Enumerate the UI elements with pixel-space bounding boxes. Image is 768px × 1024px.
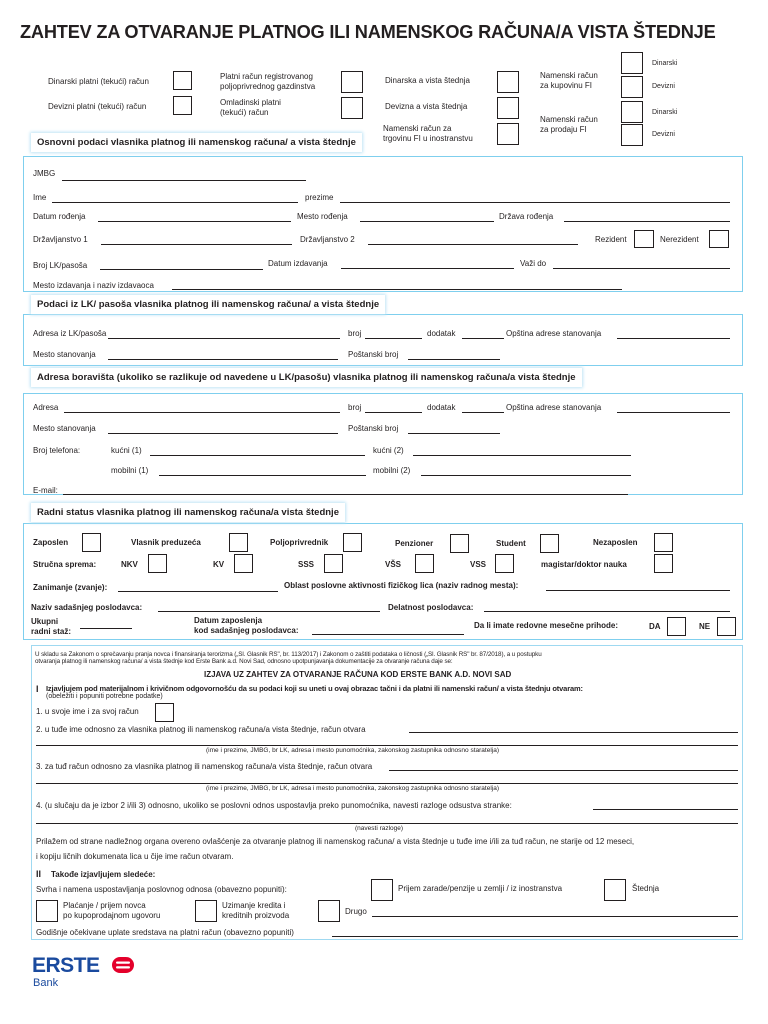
razlozi-field[interactable] [593, 809, 738, 810]
zanimanje-field[interactable] [118, 591, 278, 592]
label-opstina-lk: Opština adrese stanovanja [506, 329, 602, 338]
label-nkv: NKV [121, 560, 138, 569]
checkbox-magistar[interactable] [654, 554, 673, 573]
checkbox-poljoprivrednik[interactable] [343, 533, 362, 552]
label-mesto-stanovanja-lk: Mesto stanovanja [33, 350, 96, 359]
drugo-field[interactable] [372, 916, 738, 917]
section-header-podaci-lk: Podaci iz LK/ pasoša vlasnika platnog ili namenskog računa/ a vista štednje [31, 295, 385, 314]
label-opstina-adr: Opština adrese stanovanja [506, 403, 602, 412]
option-namenski-trgovinu: Namenski račun za [383, 124, 452, 133]
label-kupovina-dinarski: Dinarski [652, 60, 678, 67]
vazi-do-field[interactable] [553, 268, 730, 269]
izjava-heading: IZJAVA UZ ZAHTEV ZA OTVARANJE RAČUNA KOD ERSTE BANK A.D. NOVI SAD [204, 670, 512, 679]
label-vlasnik: Vlasnik preduzeća [131, 538, 201, 547]
naziv-poslodavca-field[interactable] [158, 611, 380, 612]
datum-rodjenja-field[interactable] [98, 221, 291, 222]
postanski-field-adr[interactable] [408, 433, 500, 434]
roman-ii: II [36, 869, 42, 879]
drzavljanstvo2-field[interactable] [368, 244, 578, 245]
checkbox-placanje[interactable] [36, 900, 58, 922]
label-mesto-izdavanja: Mesto izdavanja i naziv izdavaoca [33, 281, 154, 290]
checkbox-platni-registrovanog[interactable] [341, 71, 363, 93]
checkbox-vss-lower[interactable] [415, 554, 434, 573]
mobilni2-field[interactable] [421, 475, 631, 476]
section-adresa-boravista [23, 393, 743, 495]
label-placanje: Plaćanje / prijem novca [63, 901, 146, 910]
label-stednja: Štednja [632, 884, 660, 893]
option-omladinski: Omladinski platni [220, 98, 281, 107]
label-oblast: Oblast poslovne aktivnosti fizičkog lica (naziv radnog mesta): [284, 581, 519, 590]
checkbox-dinarski-platni[interactable] [173, 71, 192, 90]
label-datum-zaposlenja-2: kod sadašnjeg poslodavca: [194, 626, 299, 635]
prilazem-text-1: Prilažem od strane nadležnog organa overeno ovlašćenje za otvaranje platnog ili namenskog računa/ a vista štednje u tuđe ime i/ili za tuđ račun, ne starije od 12 meseci, [36, 837, 635, 846]
kucni2-field[interactable] [413, 455, 631, 456]
option-razlozi: 4. (u slučaju da je izbor 2 i/ili 3) odnosno, ukoliko se poslovni odnos uspostavlja preko punomoćnika, navesti razloge odsustva stranke: [36, 801, 512, 810]
label-poljoprivrednik: Poljoprivrednik [270, 538, 329, 547]
section-osnovni-podaci [23, 156, 743, 292]
checkbox-kupovina-dinarski[interactable] [621, 52, 643, 74]
takodje-text: Takođe izjavljujem sledeće: [51, 870, 156, 879]
option-svoje-ime: 1. u svoje ime i za svoj račun [36, 707, 139, 716]
label-rezident: Rezident [595, 235, 627, 244]
label-drzava-rodjenja: Država rođenja [499, 212, 554, 221]
label-prodaja-dinarski: Dinarski [652, 109, 678, 116]
checkbox-nkv[interactable] [148, 554, 167, 573]
checkbox-prodaja-dinarski[interactable] [621, 101, 643, 123]
checkbox-omladinski[interactable] [341, 97, 363, 119]
label-mesto-rodjenja: Mesto rođenja [297, 212, 348, 221]
label-broj-lk-adr: broj [348, 329, 362, 338]
label-datum-rodjenja: Datum rođenja [33, 212, 86, 221]
opstina-field-lk[interactable] [617, 338, 730, 339]
checkbox-vlasnik[interactable] [229, 533, 248, 552]
adresa-field[interactable] [64, 412, 340, 413]
label-kupovina-devizni: Devizni [652, 83, 675, 90]
label-zanimanje: Zanimanje (zvanje): [33, 583, 108, 592]
opstina-field-adr[interactable] [617, 412, 730, 413]
adresa-lk-field[interactable] [108, 338, 340, 339]
option-omladinski-2: (tekući) račun [220, 108, 269, 117]
option-platni-registrovanog: Platni račun registrovanog [220, 72, 313, 81]
izjava-intro-1: U skladu sa Zakonom o sprečavanju pranja novca i finansiranja terorizma („Sl. Glasnik RS", br. 113/2017) i Zakonom o zaštiti podataka o ličnosti („Sl. Glasnik RS" br. 87/2018), a u postupku [35, 651, 542, 658]
drzavljanstvo1-field[interactable] [101, 244, 292, 245]
ukupni-staz-field[interactable] [80, 628, 132, 629]
oblast-field[interactable] [546, 590, 730, 591]
svrha-text: Svrha i namena uspostavljanja poslovnog odnosa (obavezno popuniti): [36, 885, 287, 894]
page-title: ZAHTEV ZA OTVARANJE PLATNOG ILI NAMENSKOG RAČUNA/A VISTA ŠTEDNJE [20, 22, 716, 42]
option-devizni-platni: Devizni platni (tekući) račun [48, 102, 147, 111]
option-platni-registrovanog-2: poljoprivrednog gazdinstva [220, 82, 316, 91]
label-email: E-mail: [33, 486, 58, 495]
label-nerezident: Nerezident [660, 235, 699, 244]
godisnje-text: Godišnje očekivane uplate sredstava na platni račun (obavezno popuniti) [36, 928, 294, 937]
label-uzimanje: Uzimanje kredita i [222, 901, 286, 910]
kucni1-field[interactable] [150, 455, 365, 456]
checkbox-uzimanje[interactable] [195, 900, 217, 922]
label-sss: SSS [298, 560, 315, 569]
label-jmbg: JMBG [33, 169, 56, 178]
label-mobilni1: mobilni (1) [111, 466, 149, 475]
checkbox-dinarska-vista[interactable] [497, 71, 519, 93]
label-vazi-do: Važi do [520, 259, 547, 268]
section-header-adresa: Adresa boravišta (ukoliko se razlikuje od navedene u LK/pasošu) vlasnika platnog ili namenskog računa/a vista štednje [31, 368, 582, 387]
option-namenski-trgovinu-2: trgovinu FI u inostranstvu [383, 134, 473, 143]
godisnje-field[interactable] [332, 936, 738, 937]
checkbox-stednja[interactable] [604, 879, 626, 901]
datum-zaposlenja-field[interactable] [312, 634, 464, 635]
label-redovne: Da li imate redovne mesečne prihode: [474, 621, 619, 630]
label-naziv-poslodavca: Naziv sadašnjeg poslodavca: [31, 603, 143, 612]
label-broj-adr: broj [348, 403, 362, 412]
label-ukupni-2: radni staž: [31, 627, 72, 636]
checkbox-svoje-ime[interactable] [155, 703, 174, 722]
tudj-racun-field[interactable] [389, 770, 738, 771]
checkbox-vss[interactable] [495, 554, 514, 573]
label-kv: KV [213, 560, 225, 569]
label-vss: VSS [470, 560, 487, 569]
option-namenski-prodaju: Namenski račun [540, 115, 598, 124]
option-namenski-prodaju-2: za prodaju FI [540, 125, 587, 134]
checkbox-ne[interactable] [717, 617, 736, 636]
option-dinarska-vista: Dinarska a vista štednja [385, 76, 470, 85]
label-broj-telefona: Broj telefona: [33, 446, 81, 455]
label-strucna: Stručna sprema: [33, 560, 97, 569]
label-drugo: Drugo [345, 907, 367, 916]
label-kucni1: kućni (1) [111, 446, 142, 455]
option-tudje-ime: 2. u tuđe ime odnosno za vlasnika platnog ili namenskog računa/a vista štednje, račun otvara [36, 725, 366, 734]
postanski-field-lk[interactable] [408, 359, 500, 360]
tudje-ime-field[interactable] [409, 732, 738, 733]
checkbox-nerezident[interactable] [709, 230, 729, 248]
label-ukupni: Ukupni [31, 617, 59, 626]
prezime-field[interactable] [340, 202, 730, 203]
label-prezime: prezime [305, 193, 334, 202]
caption-razloge: (navesti razloge) [355, 825, 404, 832]
option-devizna-vista: Devizna a vista štednja [385, 102, 468, 111]
label-ime: Ime [33, 193, 47, 202]
label-datum-zaposlenja: Datum zaposlenja [194, 616, 263, 625]
email-field[interactable] [63, 494, 628, 495]
caption-ime-1: (ime i prezime, JMBG, br LK, adresa i mesto punomoćnika, zakonskog zastupnika odnosno staratelja) [206, 747, 499, 754]
label-prodaja-devizni: Devizni [652, 131, 675, 138]
mobilni1-field[interactable] [159, 475, 366, 476]
label-zaposlen: Zaposlen [33, 538, 69, 547]
obeleziti-text: (obeležiti i popuniti potrebne podatke) [46, 693, 163, 700]
jmbg-field[interactable] [62, 180, 306, 181]
mesto-rodjenja-field[interactable] [360, 221, 494, 222]
label-datum-izdavanja: Datum izdavanja [268, 259, 328, 268]
option-dinarski-platni: Dinarski platni (tekući) račun [48, 77, 149, 86]
checkbox-da[interactable] [667, 617, 686, 636]
label-drzavljanstvo2: Državljanstvo 2 [300, 235, 355, 244]
tudje-ime-field-2[interactable] [36, 745, 738, 746]
broj-lk-field[interactable] [100, 269, 263, 270]
izjavljujem-text: Izjavljujem pod materijalnom i krivičnom odgovornošću da su podaci koji su uneti u ovaj obrazac tačni i da platni ili namenski račun/ a vista štednju otvaram: [46, 684, 583, 693]
section-header-radni: Radni status vlasnika platnog ili namenskog računa/a vista štednje [31, 503, 345, 522]
label-postanski-lk: Poštanski broj [348, 350, 399, 359]
checkbox-sss[interactable] [324, 554, 343, 573]
mesto-stanovanja-field-adr[interactable] [108, 433, 338, 434]
dodatak-field-adr[interactable] [462, 412, 504, 413]
label-nezaposlen: Nezaposlen [593, 538, 638, 547]
label-magistar: magistar/doktor nauka [541, 560, 627, 569]
label-dodatak-lk: dodatak [427, 329, 456, 338]
erste-bank-text: Bank [33, 977, 59, 989]
label-da: DA [649, 622, 661, 631]
checkbox-devizna-vista[interactable] [497, 97, 519, 119]
checkbox-student[interactable] [540, 534, 559, 553]
label-postanski-adr: Poštanski broj [348, 424, 399, 433]
izjava-intro-2: otvaranja platnog ili namenskog računa/ a vista štednje kod Erste Bank a.d. Novi Sad, odnosno upotpunjavanja dokumentacije za otvaranje računa daje se: [35, 658, 453, 665]
erste-logo-text: ERSTE [32, 954, 100, 977]
label-dodatak-adr: dodatak [427, 403, 456, 412]
checkbox-prodaja-devizni[interactable] [621, 124, 643, 146]
checkbox-kupovina-devizni[interactable] [621, 76, 643, 98]
label-adresa-lk: Adresa iz LK/pasoša [33, 329, 107, 338]
label-uzimanje-2: kreditnih proizvoda [222, 911, 290, 920]
dodatak-field-lk[interactable] [462, 338, 504, 339]
option-tudj-racun: 3. za tuđ račun odnosno za vlasnika platnog ili namenskog računa/a vista štednje, račun otvara [36, 762, 373, 771]
label-drzavljanstvo1: Državljanstvo 1 [33, 235, 88, 244]
label-adresa: Adresa [33, 403, 59, 412]
prilazem-text-2: i kopiju ličnih dokumenata lica u čije ime račun otvaram. [36, 852, 234, 861]
checkbox-kv[interactable] [234, 554, 253, 573]
checkbox-namenski-trgovinu[interactable] [497, 123, 519, 145]
drzava-rodjenja-field[interactable] [564, 221, 730, 222]
caption-ime-2: (ime i prezime, JMBG, br LK, adresa i mesto punomoćnika, zakonskog zastupnika odnosno staratelja) [206, 785, 499, 792]
label-delatnost: Delatnost poslodavca: [388, 603, 474, 612]
broj-field-lk[interactable] [365, 338, 422, 339]
label-prijem-zarade: Prijem zarade/penzije u zemlji / iz inostranstva [398, 884, 563, 893]
mesto-izdavanja-field[interactable] [172, 289, 622, 290]
delatnost-field[interactable] [484, 611, 730, 612]
checkbox-zaposlen[interactable] [82, 533, 101, 552]
label-mobilni2: mobilni (2) [373, 466, 411, 475]
label-vss-lower: VŠS [385, 560, 402, 569]
label-student: Student [496, 539, 526, 548]
roman-i: I [36, 684, 39, 694]
tudj-racun-field-2[interactable] [36, 783, 738, 784]
checkbox-rezident[interactable] [634, 230, 654, 248]
label-broj-lk: Broj LK/pasoša [33, 261, 88, 270]
checkbox-nezaposlen[interactable] [654, 533, 673, 552]
option-namenski-kupovinu: Namenski račun [540, 71, 598, 80]
label-ne: NE [699, 622, 711, 631]
razlozi-field-2[interactable] [36, 823, 738, 824]
label-kucni2: kućni (2) [373, 446, 404, 455]
label-mesto-stanovanja-adr: Mesto stanovanja [33, 424, 96, 433]
ime-field[interactable] [52, 202, 298, 203]
checkbox-penzioner[interactable] [450, 534, 469, 553]
label-penzioner: Penzioner [395, 539, 434, 548]
checkbox-devizni-platni[interactable] [173, 96, 192, 115]
checkbox-prijem-zarade[interactable] [371, 879, 393, 901]
broj-field-adr[interactable] [365, 412, 422, 413]
erste-s-icon [112, 956, 134, 974]
datum-izdavanja-field[interactable] [341, 268, 514, 269]
option-namenski-kupovinu-2: za kupovinu FI [540, 81, 593, 90]
checkbox-drugo[interactable] [318, 900, 340, 922]
mesto-stanovanja-field-lk[interactable] [108, 359, 338, 360]
section-header-osnovni: Osnovni podaci vlasnika platnog ili namenskog računa/ a vista štednje [31, 133, 362, 152]
label-placanje-2: po kupoprodajnom ugovoru [63, 911, 161, 920]
